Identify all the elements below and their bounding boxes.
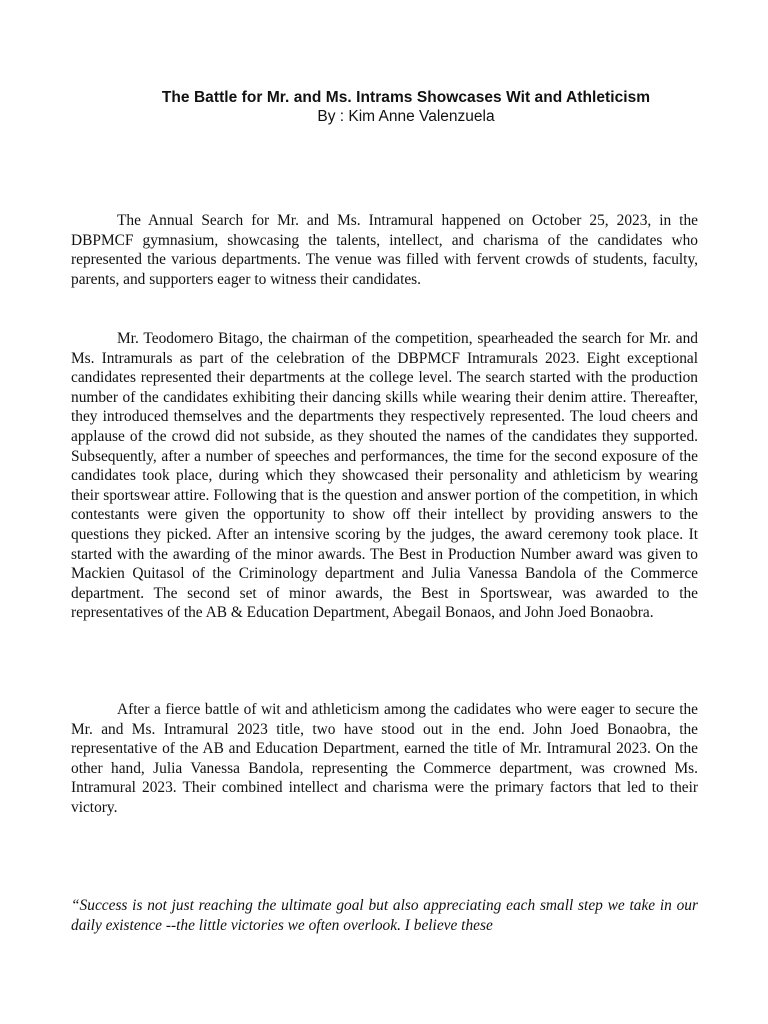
paragraph-winners bbox=[71, 700, 698, 818]
paragraph-text: Mr. Teodomero Bitago, the chairman of the competition, spearheaded the search for Mr. and Ms. Intramurals as part of the celebration of the DBPMCF Intramurals 2023. Eight exceptional candidates represented their departments at the college level. The search started with the production number of the candidates exhibiting their dancing skills while wearing their denim attire. Thereafter, they introduced themselves and the departments they respectively represented. The loud cheers and applause of the crowd did not subside, as they shouted the names of the candidates they supported. Subsequently, after a number of speeches and performances, the time for the second exposure of the candidates took place, during which they showcased their personality and athleticism by wearing their sportswear attire. Following that is the question and answer portion of the competition, in which contestants were given the opportunity to show off their intellect by providing answers to the questions they picked. After an intensive scoring by the judges, the award ceremony took place. It started with the awarding of the minor awards. The Best in Production Number award was given to Mackien Quitasol of the Criminology department and Julia Vanessa Bandola of the Commerce department. The second set of minor awards, the Best in Sportswear, was awarded to the representatives of the AB & Education Department, Abegail Bonaos, and John Joed Bonaobra. bbox=[71, 330, 698, 622]
article-byline: By : Kim Anne Valenzuela bbox=[317, 108, 495, 125]
paragraph-text: After a fierce battle of wit and athleticism among the cadidates who were eager to secure the Mr. and Ms. Intramural 2023 title, two have stood out in the end. John Joed Bonaobra, the representative of the AB and Education Department, earned the title of Mr. Intramural 2023. On the other hand, Julia Vanessa Bandola, representing the Commerce department, was crowned Ms. Intramural 2023. Their combined intellect and charisma were the primary factors that led to their victory. bbox=[71, 701, 698, 816]
paragraph-text: The Annual Search for Mr. and Ms. Intramural happened on October 25, 2023, in the DBPMCF gymnasium, showcasing the talents, intellect, and charisma of the candidates who represented the various departments. The venue was filled with fervent crowds of students, faculty, parents, and supporters eager to witness their candidates. bbox=[71, 212, 698, 288]
paragraph-competition bbox=[71, 329, 698, 623]
article-header bbox=[0, 88, 768, 126]
paragraph-intro bbox=[71, 211, 698, 289]
closing-quote: “Success is not just reaching the ultimate goal but also appreciating each small step we take in our daily existence --the little victories we often overlook. I believe these bbox=[71, 897, 698, 934]
article-title: The Battle for Mr. and Ms. Intrams Showcases Wit and Athleticism bbox=[161, 89, 651, 106]
